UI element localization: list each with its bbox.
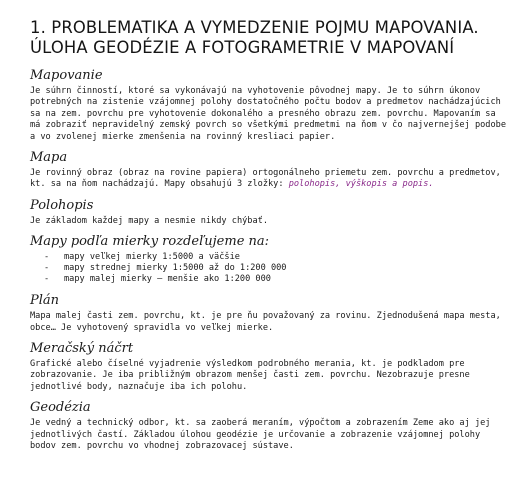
heading-mapovanie: Mapovanie: [30, 68, 103, 83]
list-item-text: mapy malej mierky – menšie ako 1:200 000: [64, 274, 271, 285]
map-components-link[interactable]: polohopis, výškopis a popis.: [288, 179, 434, 190]
paragraph-geodezia: Je vedný a technický odbor, kt. sa zaoberá meraním, výpočtom a zobrazením Zeme ako aj jej jednotlivých častí. Základou úlohou geodézie je určovanie a zobrazenie vzájomnej polohy bodov zem. povrchu vo vhodnej zobrazovacej sústave.: [30, 418, 491, 452]
heading-plan: Plán: [30, 293, 60, 309]
paragraph-mapa-text: Je rovinný obraz (obraz na rovine papiera) ortogonálneho priemetu zem. povrchu a predmetov, kt. sa na ňom nachádzajú. Mapy obsahujú 3 zložky:: [30, 168, 501, 190]
document-page: [30, 18, 508, 460]
heading-meracsky-nacrt: Meračský náčrt: [30, 341, 134, 357]
dash-bullet: -: [44, 263, 50, 274]
list-item: [44, 252, 508, 263]
paragraph-plan: Mapa malej časti zem. povrchu, kt. je pre ňu považovaný za rovinu. Zjednodušená mapa mesta, obce… Je vyhotovený spravidla vo veľkej mierke.: [30, 311, 501, 333]
list-item: [44, 263, 508, 274]
heading-geodezia: Geodézia: [30, 400, 91, 416]
scale-list: [30, 252, 508, 285]
dash-bullet: -: [44, 252, 50, 263]
paragraph-mapa: [30, 168, 508, 191]
heading-mapa: Mapa: [30, 150, 68, 166]
page-title: 1. PROBLEMATIKA A VYMEDZENIE POJMU MAPOVANIA. ÚLOHA GEODÉZIE A FOTOGRAMETRIE V MAPOVANÍ: [30, 18, 479, 57]
list-item-text: mapy veľkej mierky 1:5000 a väčšie: [64, 252, 240, 263]
paragraph-mapovanie: Je súhrn činností, ktoré sa vykonávajú na vyhotovenie pôvodnej mapy. Je to súhrn úkonov potrebných na zistenie vzájomnej polohy dostatočného počtu bodov a predmetov nachádzajúcich sa na zem. povrchu pre vyhotovenie dokonalého a presného obrazu zem. povrchu. Mapovaním sa má zobraziť nepravidelný zemský povrch so všetkými predmetmi na ňom v čo najvernejšej podobe a vo zvolenej mierke zmenšenia na rovinný kresliaci papier.: [30, 86, 506, 142]
heading-delenie: Mapy podľa mierky rozdeľujeme na:: [30, 234, 270, 250]
paragraph-polohopis: Je základom každej mapy a nesmie nikdy chýbať.: [30, 215, 268, 226]
dash-bullet: -: [44, 274, 50, 285]
paragraph-meracsky-nacrt: Grafické alebo číselné vyjadrenie výsledkom podrobného merania, kt. je podkladom pre zobrazovanie. Je iba približným obrazom menšej časti zem. povrchu. Nezobrazuje presne jednotlivé body, naznačuje iba ich polohu.: [30, 359, 470, 392]
list-item: [44, 274, 508, 285]
list-item-text: mapy strednej mierky 1:5000 až do 1:200 000: [64, 263, 287, 274]
heading-polohopis: Polohopis: [30, 197, 94, 213]
